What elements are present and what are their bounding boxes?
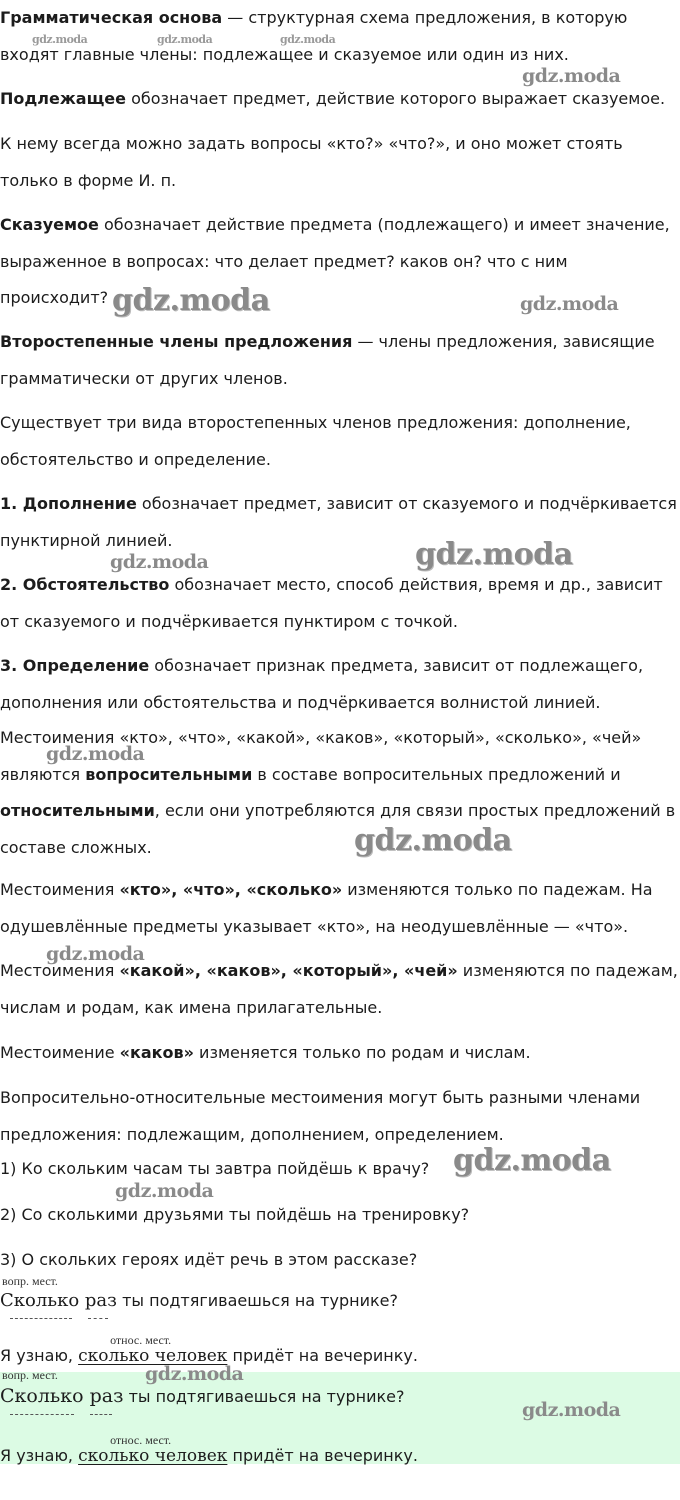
definition-object xyxy=(0,486,680,559)
text-run: Местоимения xyxy=(0,880,120,899)
text-run: изменяются только по падежам. На одушевлённые предметы указывает «кто», на неодушевлённые — «что». xyxy=(0,880,653,936)
definition-text: — структурная схема предложения, в которую входят главные члены: подлежащее и сказуемое или один из них. xyxy=(0,8,628,64)
pronoun-list: «какой», «каков», «который», «чей» xyxy=(119,961,458,980)
tag-relative-pronoun: относ. мест. xyxy=(110,1433,172,1447)
pronoun-kakov: «каков» xyxy=(119,1043,194,1062)
term-relative: относительными xyxy=(0,801,155,820)
definition-grammatical-basis xyxy=(0,0,680,73)
definition-secondary-members xyxy=(0,324,680,397)
text-run: в составе вопросительных предложений и xyxy=(252,764,621,784)
tag-question-pronoun: вопр. мест. xyxy=(2,1274,58,1288)
watermark: gdz.moda xyxy=(145,1363,244,1385)
watermark: gdz.moda xyxy=(520,293,619,315)
text-run: Местоимение xyxy=(0,1043,120,1062)
term-adverbial: 2. Обстоятельство xyxy=(0,575,170,594)
tag-relative-pronoun: относ. мест. xyxy=(110,1333,172,1347)
definition-text: обозначает предмет, действие которого выражает сказуемое. xyxy=(125,89,666,108)
sentence-start: Я узнаю, xyxy=(0,1446,79,1465)
secondary-members-types: Существует три вида второстепенных членов предложения: дополнение, обстоятельство и определение. xyxy=(0,413,631,469)
watermark: gdz.moda xyxy=(354,823,512,858)
definition-text: обозначает действие предмета (подлежащего) и имеет значение, выраженное в вопросах: что делает предмет? каков он? что с ним происходит? xyxy=(0,215,670,307)
term-object: 1. Дополнение xyxy=(0,494,137,513)
watermark: gdz.moda xyxy=(522,65,621,87)
underline-dashed xyxy=(88,1318,108,1319)
example-1: 1) Ко скольким часам ты завтра пойдёшь к врачу? xyxy=(0,1159,430,1178)
definition-text: обозначает предмет, зависит от сказуемого и подчёркивается пунктирной линией. xyxy=(0,494,677,550)
analysis-sentence-1-answer xyxy=(0,1385,404,1408)
example-2: 2) Со сколькими друзьями ты пойдёшь на тренировку? xyxy=(0,1205,470,1224)
sentence-start: Я узнаю, xyxy=(0,1346,79,1365)
sentence-rest: придёт на вечеринку. xyxy=(227,1446,418,1465)
term-grammatical-basis: Грамматическая основа xyxy=(0,8,223,27)
watermark: gdz.moda xyxy=(46,943,145,965)
sentence-rest: придёт на вечеринку. xyxy=(227,1346,418,1365)
definition-adverbial xyxy=(0,567,680,640)
pronoun-list: «кто», «что», «сколько» xyxy=(119,880,343,899)
marked-phrase: сколько человек xyxy=(78,1346,228,1366)
underline-dashed xyxy=(10,1414,74,1415)
watermark: gdz.moda xyxy=(46,743,145,765)
term-attribute: 3. Определение xyxy=(0,656,150,675)
term-predicate: Сказуемое xyxy=(0,215,99,234)
definition-attribute xyxy=(0,648,680,721)
watermark: gdz.moda xyxy=(110,551,209,573)
watermark: gdz.moda xyxy=(32,33,88,46)
analysis-sentence-1 xyxy=(0,1290,398,1312)
marked-phrase: Сколько раз xyxy=(0,1290,117,1311)
watermark: gdz.moda xyxy=(415,537,573,572)
definition-text: обозначает признак предмета, зависит от подлежащего, дополнения или обстоятельства и подчёркивается волнистой линией. xyxy=(0,656,644,712)
pronouns-roles-note xyxy=(0,720,680,866)
text-run: Местоимения xyxy=(0,961,120,980)
text-run: изменяется только по родам и числам. xyxy=(193,1043,531,1062)
text-run: , если они употребляются для связи простых предложений в составе сложных. xyxy=(0,801,676,857)
term-interrogative: вопросительными xyxy=(85,764,253,784)
tag-question-pronoun: вопр. мест. xyxy=(2,1368,58,1382)
analysis-sentence-2-answer xyxy=(0,1433,418,1467)
sentence-rest: ты подтягиваешься на турнике? xyxy=(123,1387,405,1406)
definition-text: обозначает место, способ действия, время и др., зависит от сказуемого и подчёркивается пунктиром с точкой. xyxy=(0,575,663,631)
subject-questions-note: К нему всегда можно задать вопросы «кто?» «что?», и оно может стоять только в форме И. п. xyxy=(0,134,623,190)
watermark: gdz.moda xyxy=(453,1143,611,1178)
term-subject: Подлежащее xyxy=(0,89,126,108)
watermark: gdz.moda xyxy=(112,283,270,318)
watermark: gdz.moda xyxy=(522,1399,621,1421)
marked-phrase: Сколько раз xyxy=(0,1385,124,1407)
example-3: 3) О скольких героях идёт речь в этом рассказе? xyxy=(0,1250,418,1269)
watermark: gdz.moda xyxy=(280,33,336,46)
text-run: изменяются по падежам, числам и родам, как имена прилагательные. xyxy=(0,961,678,1017)
underline-dashed xyxy=(90,1414,112,1415)
pronouns-members-note: Вопросительно-относительные местоимения могут быть разными членами предложения: подлежащим, дополнением, определением. xyxy=(0,1088,641,1144)
definition-text: — члены предложения, зависящие грамматически от других членов. xyxy=(0,332,655,388)
watermark: gdz.moda xyxy=(157,33,213,46)
pronoun-kakov-note xyxy=(0,1035,680,1072)
marked-phrase: сколько человек xyxy=(78,1446,228,1466)
pronouns-case-note xyxy=(0,872,680,945)
watermark: gdz.moda xyxy=(115,1180,214,1202)
text-run: Местоимения «кто», «что», «какой», «каков», «который», «сколько», «чей» являются xyxy=(0,728,642,784)
term-secondary-members: Второстепенные члены предложения xyxy=(0,332,353,351)
sentence-rest: ты подтягиваешься на турнике? xyxy=(116,1291,398,1310)
underline-dashed xyxy=(10,1318,72,1319)
